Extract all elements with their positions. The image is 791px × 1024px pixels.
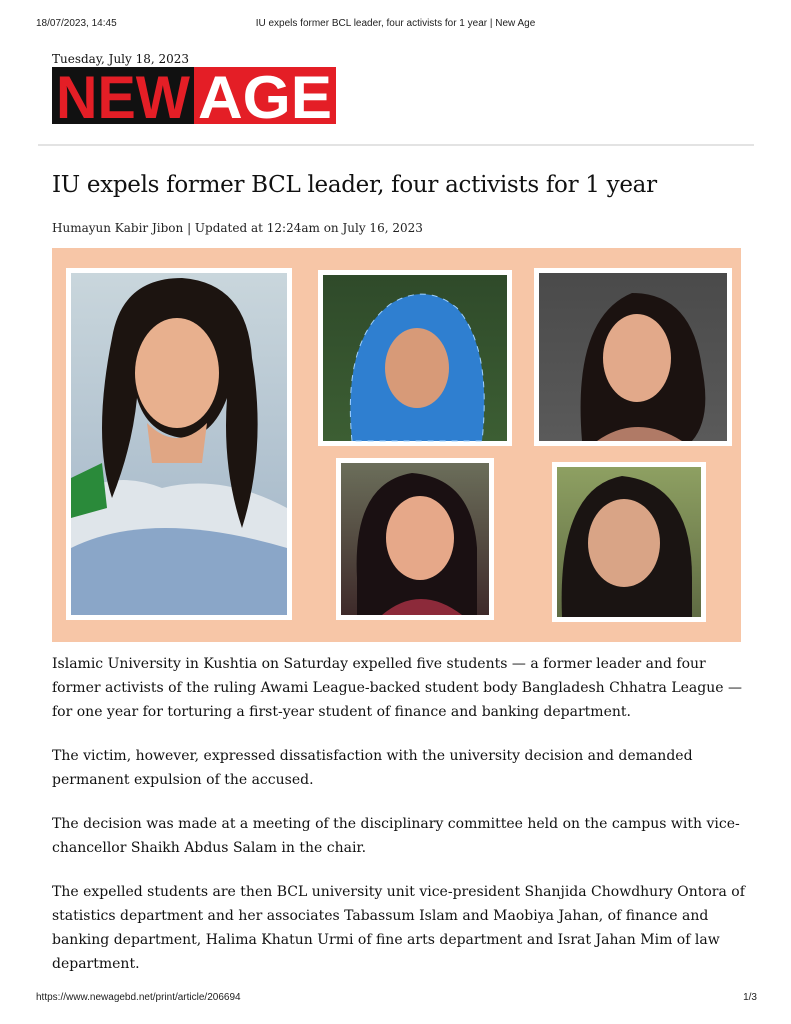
newage-logo[interactable] bbox=[52, 67, 336, 124]
article-paragraph-3: The decision was made at a meeting of the disciplinary committee held on the campus with vice-chancellor Shaikh Abdus Salam in the chair. bbox=[52, 816, 740, 856]
article-body bbox=[52, 652, 752, 996]
header-divider bbox=[38, 144, 754, 146]
portrait-5 bbox=[552, 462, 706, 622]
portrait-2 bbox=[318, 270, 512, 446]
article-paragraph-2: The victim, however, expressed dissatisfaction with the university decision and demanded permanent expulsion of the accused. bbox=[52, 748, 693, 788]
print-footer bbox=[0, 990, 791, 1010]
portrait-3 bbox=[534, 268, 732, 446]
logo-age-text: AGE bbox=[198, 67, 332, 124]
portrait-4 bbox=[336, 458, 494, 620]
print-header bbox=[0, 0, 791, 40]
print-url[interactable]: https://www.newagebd.net/print/article/206694 bbox=[36, 992, 241, 1003]
article-paragraph-1: Islamic University in Kushtia on Saturday expelled five students — a former leader and four former activists of the ruling Awami League-backed student body Bangladesh Chhatra League — for one year for torturing a first-year student of finance and banking department. bbox=[52, 656, 742, 720]
article-hero-image bbox=[52, 248, 741, 642]
print-datetime: 18/07/2023, 14:45 bbox=[36, 18, 117, 29]
article-headline: IU expels former BCL leader, four activists for 1 year bbox=[52, 172, 657, 198]
masthead-date: Tuesday, July 18, 2023 bbox=[52, 52, 190, 66]
print-page-title: IU expels former BCL leader, four activists for 1 year | New Age bbox=[255, 18, 536, 29]
print-page-number: 1/3 bbox=[743, 992, 757, 1003]
article-paragraph-4: The expelled students are then BCL university unit vice-president Shanjida Chowdhury Ontora of statistics department and her associates Tabassum Islam and Maobiya Jahan, of finance and banking department, Halima Khatun Urmi of fine arts department and Israt Jahan Mim of law department. bbox=[52, 884, 745, 972]
portrait-1 bbox=[66, 268, 292, 620]
logo-new-text: NEW bbox=[56, 67, 191, 124]
article-byline: Humayun Kabir Jibon | Updated at 12:24am on July 16, 2023 bbox=[52, 221, 423, 235]
